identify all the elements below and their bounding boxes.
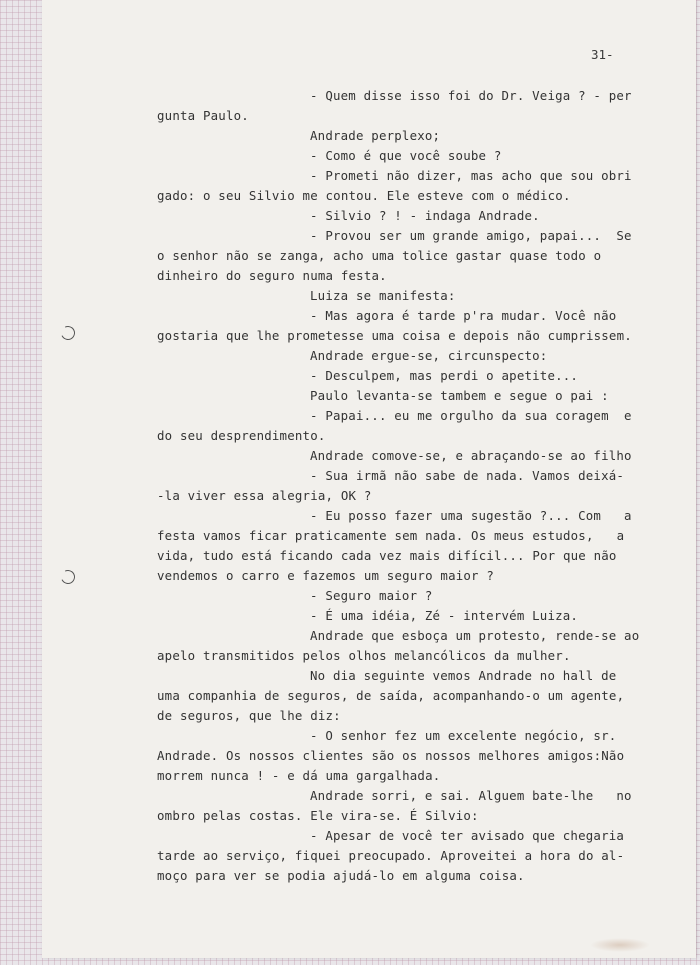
text-line: do seu desprendimento.: [157, 428, 326, 443]
text-line: de seguros, que lhe diz:: [157, 708, 341, 723]
text-line: - Seguro maior ?: [310, 588, 433, 603]
text-line: gado: o seu Silvio me contou. Ele esteve com o médico.: [157, 188, 571, 203]
text-line: vendemos o carro e fazemos um seguro maior ?: [157, 568, 495, 583]
text-line: Luiza se manifesta:: [310, 288, 456, 303]
text-line: No dia seguinte vemos Andrade no hall de: [310, 668, 617, 683]
text-line: ombro pelas costas. Ele vira-se. É Silvio:: [157, 808, 479, 823]
text-line: vida, tudo está ficando cada vez mais difícil... Por que não: [157, 548, 617, 563]
text-line: Paulo levanta-se tambem e segue o pai :: [310, 388, 609, 403]
text-line: - Desculpem, mas perdi o apetite...: [310, 368, 579, 383]
text-line: -la viver essa alegria, OK ?: [157, 488, 372, 503]
text-line: Andrade comove-se, e abraçando-se ao filho: [310, 448, 632, 463]
text-line: dinheiro do seguro numa festa.: [157, 268, 387, 283]
text-line: tarde ao serviço, fiquei preocupado. Aproveitei a hora do al-: [157, 848, 625, 863]
text-line: festa vamos ficar praticamente sem nada. Os meus estudos, a: [157, 528, 625, 543]
text-line: Andrade. Os nossos clientes são os nossos melhores amigos:Não: [157, 748, 625, 763]
text-line: Andrade sorri, e sai. Alguem bate-lhe no: [310, 788, 632, 803]
text-line: - É uma idéia, Zé - intervém Luiza.: [310, 608, 579, 623]
text-line: - Provou ser um grande amigo, papai... Se: [310, 228, 632, 243]
text-line: - Papai... eu me orgulho da sua coragem e: [310, 408, 632, 423]
text-line: - Eu posso fazer uma sugestão ?... Com a: [310, 508, 632, 523]
paper-stain: [590, 938, 650, 952]
text-line: moço para ver se podia ajudá-lo em alguma coisa.: [157, 868, 525, 883]
text-line: apelo transmitidos pelos olhos melancólicos da mulher.: [157, 648, 571, 663]
text-line: - O senhor fez um excelente negócio, sr.: [310, 728, 617, 743]
text-line: - Sua irmã não sabe de nada. Vamos deixá-: [310, 468, 625, 483]
text-line: - Silvio ? ! - indaga Andrade.: [310, 208, 540, 223]
text-line: o senhor não se zanga, acho uma tolice gastar quase todo o: [157, 248, 602, 263]
text-line: - Quem disse isso foi do Dr. Veiga ? - per: [310, 88, 632, 103]
text-line: morrem nunca ! - e dá uma gargalhada.: [157, 768, 441, 783]
text-line: Andrade que esboça um protesto, rende-se ao: [310, 628, 640, 643]
text-line: - Como é que você soube ?: [310, 148, 502, 163]
text-line: Andrade perplexo;: [310, 128, 441, 143]
text-line: - Prometi não dizer, mas acho que sou obri: [310, 168, 632, 183]
text-line: Andrade ergue-se, circunspecto:: [310, 348, 548, 363]
text-line: gostaria que lhe prometesse uma coisa e depois não cumprissem.: [157, 328, 632, 343]
text-line: uma companhia de seguros, de saída, acompanhando-o um agente,: [157, 688, 625, 703]
text-line: - Apesar de você ter avisado que chegaria: [310, 828, 625, 843]
text-line: gunta Paulo.: [157, 108, 249, 123]
page-number: 31-: [591, 47, 614, 62]
text-line: - Mas agora é tarde p'ra mudar. Você não: [310, 308, 617, 323]
